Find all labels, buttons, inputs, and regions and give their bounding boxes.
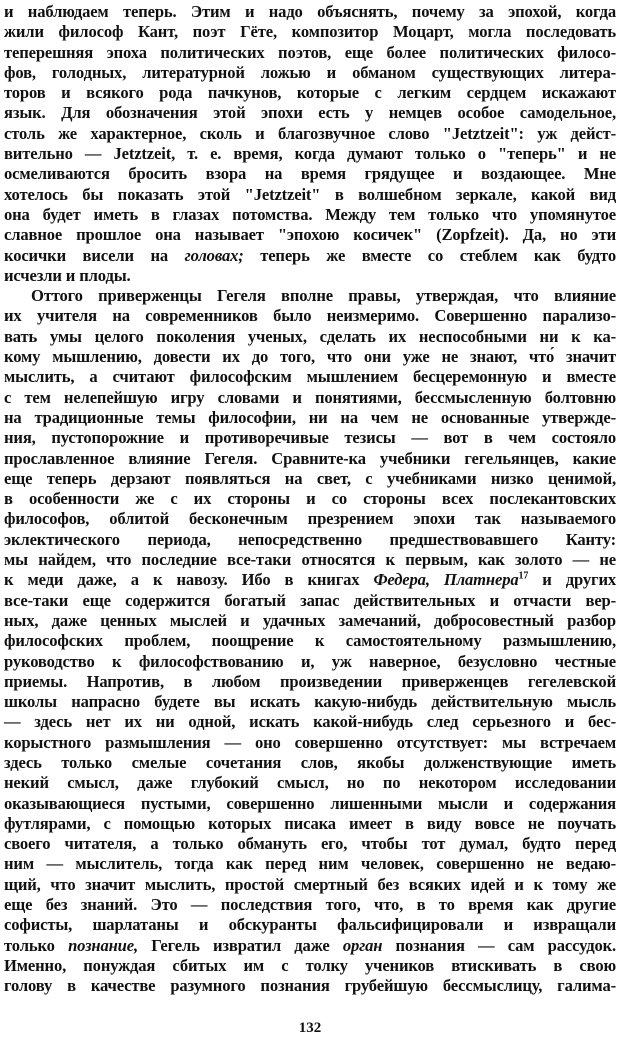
text-line	[4, 611, 616, 631]
text-segment: школы напрасно будете вы искать какую-нибудь действительную мысль	[4, 692, 616, 712]
text-segment: Гегель извратил даже	[137, 935, 343, 955]
text-line	[4, 652, 616, 672]
text-line	[4, 976, 616, 996]
text-line	[4, 185, 616, 205]
text-segment: фов, голодных, литературной ложью и обманом существующих литера-	[4, 62, 616, 82]
text-segment: голову в качестве разумного познания грубейшую бессмыслицу, галима-	[4, 976, 616, 996]
text-segment: ния, пустопорожние и противоречивые тезисы — вот в чем состояло	[4, 428, 616, 448]
text-line	[4, 489, 616, 509]
footnote-ref: 17	[518, 570, 529, 582]
text-segment: кому мышлению, довести их до того, что они уже не знают, что́ значит	[4, 347, 616, 367]
text-segment: вать умы целого поколения ученых, сделать их неспособными ни к ка-	[4, 326, 616, 346]
text-segment: своего читателя, а только обмануть его, чтобы тот думал, будто перед	[4, 834, 616, 854]
text-segment: познания — сам рассудок.	[382, 935, 616, 955]
text-segment: приемы. Напротив, в любом произведении приверженцев гегелевской	[4, 671, 616, 691]
text-segment: прославленное влияние Гегеля. Сравните-ка учебники гегельянцев, какие	[4, 448, 616, 468]
text-segment: руководство к философствованию и, уж наверное, безусловно честные	[4, 651, 616, 671]
text-line	[4, 124, 616, 144]
text-line	[4, 347, 616, 367]
text-segment: эклектического периода, непосредственно предшествовавшего Канту:	[4, 529, 616, 549]
text-line	[4, 712, 616, 732]
text-line	[4, 834, 616, 854]
text-line	[4, 103, 616, 123]
text-line	[4, 469, 616, 489]
italic-text: познание,	[68, 935, 138, 955]
text-segment: торов и всякого рода пачкунов, которые с легким сердцем искажают	[4, 83, 616, 103]
text-line	[4, 814, 616, 834]
text-segment: еще без знаний. Это — последствия того, что, в то время как другие	[4, 895, 616, 915]
text-segment: щий, что значит мыслить, простой смертный без всяких идей и к тому же	[4, 874, 616, 894]
text-line	[4, 449, 616, 469]
text-line	[4, 367, 616, 387]
text-line	[4, 2, 616, 22]
text-line	[4, 692, 616, 712]
text-segment: Оттого приверженцы Гегеля вполне правы, утверждая, что влияние	[31, 286, 616, 306]
text-segment: софисты, шарлатаны и обскуранты фальсифицировали и извращали	[4, 915, 616, 935]
text-segment: вительно — Jetztzeit, т. е. время, когда думают только о "теперь" и не	[4, 144, 616, 164]
text-line	[4, 591, 616, 611]
text-segment: только	[4, 935, 69, 955]
text-line	[4, 753, 616, 773]
text-line	[4, 733, 616, 753]
text-segment: и наблюдаем теперь. Этим и надо объяснять, почему за эпохой, когда	[4, 2, 616, 21]
text-segment: Именно, понуждая сбитых им с толку учеников втискивать в свою	[4, 955, 616, 975]
page-number: 132	[298, 1020, 322, 1036]
text-segment: к меди даже, а к навозу. Ибо в книгах	[4, 570, 374, 590]
text-line	[4, 895, 616, 915]
text-segment: косички висели на	[4, 245, 185, 265]
text-line	[4, 388, 616, 408]
text-line	[4, 509, 616, 529]
text-line	[4, 225, 616, 245]
text-segment: — здесь нет их ни одной, искать какой-нибудь след серьезного и бес-	[4, 712, 616, 732]
text-line	[4, 266, 616, 286]
text-line	[4, 428, 616, 448]
text-segment: в особенности же с их стороны и со стороны всех послекантовских	[4, 489, 616, 509]
text-segment: мы найдем, что последние все-таки относятся к первым, как золото — не	[4, 550, 616, 570]
text-line	[4, 936, 616, 956]
italic-text: орган	[342, 935, 383, 955]
text-line	[4, 205, 616, 225]
text-segment: ных, даже ценных мыслей и удачных замечаний, добросовестный разбор	[4, 610, 616, 630]
text-segment: язык. Для обозначения этой эпохи есть у немцев особое самодельное,	[4, 103, 616, 123]
text-segment: с тем нелепейшую игру словами и понятиями, бессмысленную болтовню	[4, 387, 616, 407]
text-segment: осмеливаются бросить взора на время грядущее и воздающее. Мне	[4, 164, 616, 184]
text-line	[4, 631, 616, 651]
text-segment: хотелось бы показать этой "Jetztzeit" в волшебном зеркале, какой вид	[4, 184, 616, 204]
text-segment: ним — мыслитель, тогда как перед ним человек, совершенно не ведаю-	[4, 854, 616, 874]
text-line	[4, 63, 616, 83]
text-line	[4, 43, 616, 63]
text-line	[4, 22, 616, 42]
text-line	[4, 956, 616, 976]
text-segment: на традиционные темы философии, ни на чем не основанные утвержде-	[4, 407, 616, 427]
text-segment: славное прошлое она называет "эпохою косичек" (Zopfzeit). Да, но эти	[4, 225, 616, 245]
body-text	[4, 2, 616, 997]
text-line	[4, 530, 616, 550]
text-segment: футлярами, с помощью которых писака имеет в виду вовсе не поучать	[4, 813, 616, 833]
text-segment: оказывающиеся пустыми, совершенно лишенными мысли и содержания	[4, 793, 616, 813]
text-segment: все-таки еще содержится богатый запас действительных и отчасти вер-	[4, 590, 616, 610]
italic-text: Федера, Платнера	[373, 570, 519, 590]
text-line	[4, 672, 616, 692]
text-line	[4, 306, 616, 326]
text-line	[4, 550, 616, 570]
text-segment: их учителя на современников было неизмеримо. Совершенно парализо-	[4, 306, 616, 326]
text-line	[4, 144, 616, 164]
text-segment: еще теперь дерзают появляться на свет, с учебниками низко ценимой,	[4, 468, 616, 488]
text-line	[4, 286, 616, 306]
text-segment: столь же характерное, сколь и благозвучное слово "Jetztzeit": уж дейст-	[4, 123, 616, 143]
text-segment: и других	[528, 570, 617, 590]
text-line	[4, 875, 616, 895]
text-line	[4, 794, 616, 814]
text-line	[4, 327, 616, 347]
text-segment: философских проблем, поощрение к самостоятельному размышлению,	[4, 631, 616, 651]
text-segment: она будет иметь в глазах потомства. Между тем только что упомянутое	[4, 204, 616, 224]
text-segment: теперь же вместе со стеблем как будто	[243, 245, 616, 265]
text-segment: корыстного размышления — оно совершенно отсутствует: мы встречаем	[4, 732, 616, 752]
text-line	[4, 408, 616, 428]
text-line	[4, 915, 616, 935]
italic-text: головах;	[184, 245, 244, 265]
text-segment: здесь только смелые сочетания слов, якобы долженствующие иметь	[4, 752, 616, 772]
text-line	[4, 164, 616, 184]
text-line	[4, 854, 616, 874]
text-line	[4, 773, 616, 793]
text-line	[4, 570, 616, 590]
text-segment: некий смысл, даже глубокий смысл, но по некотором исследовании	[4, 773, 616, 793]
text-segment: философов, облитой бесконечным презрением эпохи так называемого	[4, 509, 616, 529]
text-segment: теперешняя эпоха политических поэтов, еще более политических филосо-	[4, 42, 616, 62]
text-segment: жили философ Кант, поэт Гёте, композитор Моцарт, могла последовать	[4, 22, 616, 42]
text-segment: исчезли и плоды.	[4, 265, 131, 285]
text-line	[4, 83, 616, 103]
text-segment: мыслить, а считают философским мышлением бесцеремонную и вместе	[4, 367, 616, 387]
text-line	[4, 246, 616, 266]
